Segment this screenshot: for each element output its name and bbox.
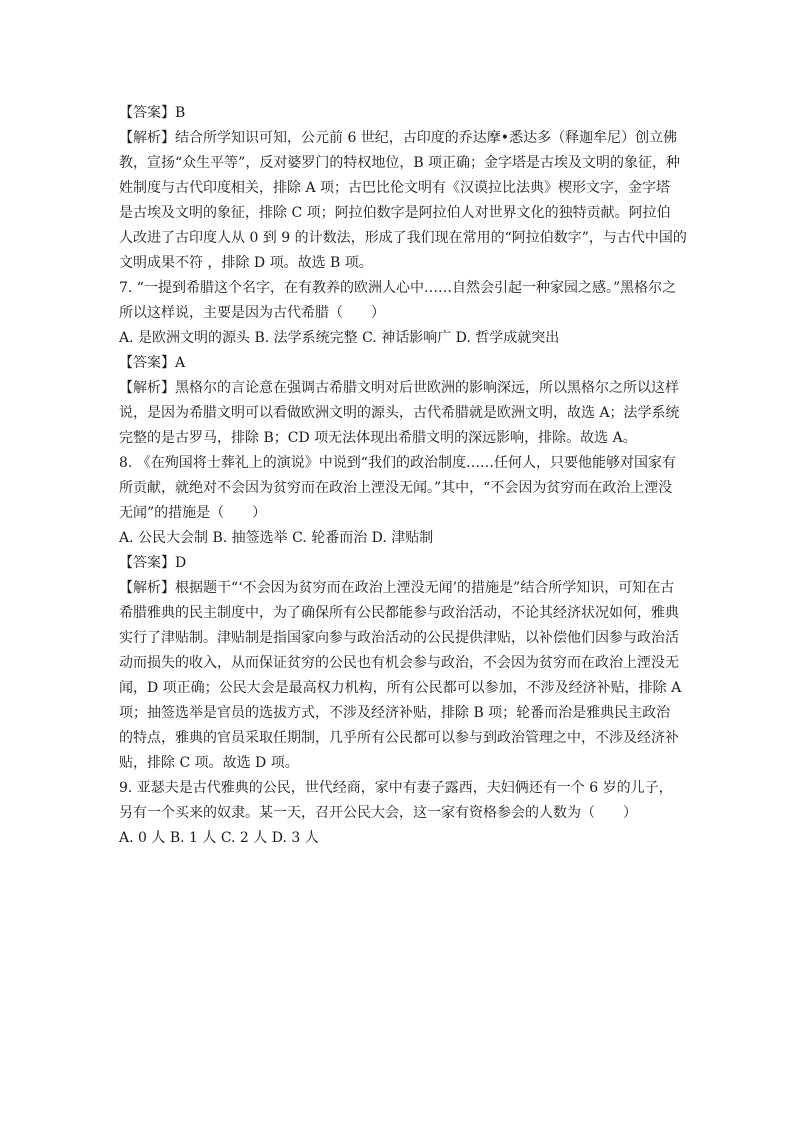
question-8-options: A. 公民大会制 B. 抽签选举 C. 轮番而治 D. 津贴制 xyxy=(119,530,434,546)
analysis-q8-line-6: 项；抽签选举是官员的选拔方式，不涉及经济补贴，排除 B 项；轮番而治是雅典民主政治 xyxy=(119,705,671,721)
analysis-q8-line-8: 贴，排除 C 项。故选 D 项。 xyxy=(119,755,299,771)
analysis-q8-line-1: 【解析】根据题干“‘不会因为贫穷而在政治上湮没无闻’的措施是”结合所学知识，可知在古 xyxy=(119,580,675,596)
analysis-q7-line-1: 【解析】黑格尔的言论意在强调古希腊文明对后世欧洲的影响深远，所以黑格尔之所以这样 xyxy=(119,380,679,396)
document-page xyxy=(119,101,687,851)
analysis-q7-line-3: 完整的是古罗马，排除 B；CD 项无法体现出希腊文明的深远影响，排除。故选 A。 xyxy=(119,430,637,446)
analysis-q6-line-2: 教，宣扬“众生平等”，反对婆罗门的特权地位，B 项正确；金字塔是古埃及文明的象征，种 xyxy=(119,155,681,171)
analysis-q8-line-5: 闻，D 项正确；公民大会是最高权力机构，所有公民都可以参加，不涉及经济补贴，排除 A xyxy=(119,680,682,696)
question-8-line-1: 8. 《在殉国将士葬礼上的演说》中说到“我们的政治制度……任何人，只要他能够对国家有 xyxy=(119,455,676,471)
analysis-q8-line-4: 动而损失的收入，从而保证贫穷的公民也有机会参与政治，不会因为贫穷而在政治上湮没无 xyxy=(119,655,679,671)
answer-label-q7: 【答案】A xyxy=(119,355,186,371)
answer-label-q8: 【答案】D xyxy=(119,555,187,571)
analysis-q7-line-2: 说，是因为希腊文明可以看做欧洲文明的源头，古代希腊就是欧洲文明，故选 A；法学系统 xyxy=(119,405,680,421)
question-9-line-1: 9. 亚瑟夫是古代雅典的公民，世代经商，家中有妻子露西，夫妇俩还有一个 6 岁的儿子， xyxy=(119,780,673,796)
question-9-options: A. 0 人 B. 1 人 C. 2 人 D. 3 人 xyxy=(119,830,319,846)
analysis-q8-line-2: 希腊雅典的民主制度中，为了确保所有公民都能参与政治活动，不论其经济状况如何，雅典 xyxy=(119,605,679,621)
analysis-q8-line-3: 实行了津贴制。津贴制是指国家向参与政治活动的公民提供津贴，以补偿他们因参与政治活 xyxy=(119,630,679,646)
analysis-q8-line-7: 的特点，雅典的官员采取任期制，几乎所有公民都可以参与到政治管理之中，不涉及经济补 xyxy=(119,730,679,746)
analysis-q6-line-6: 文明成果不符 ，排除 D 项。故选 B 项。 xyxy=(119,255,373,271)
question-8-line-2: 所贡献，就绝对不会因为贫穷而在政治上湮没无闻。”其中，“不会因为贫穷而在政治上湮没 xyxy=(119,480,673,496)
question-8-line-3: 无闻”的措施是（ ） xyxy=(119,505,267,521)
question-7-line-1: 7. “一提到希腊这个名字，在有教养的欧洲人心中……自然会引起一种家园之感。”黑格尔之 xyxy=(119,280,677,296)
question-7-line-2: 所以这样说，主要是因为古代希腊（ ） xyxy=(119,305,385,321)
question-7-options: A. 是欧洲文明的源头 B. 法学系统完整 C. 神话影响广 D. 哲学成就突出 xyxy=(119,330,560,346)
analysis-q6-line-5: 人改进了古印度人从 0 到 9 的计数法，形成了我们现在常用的“阿拉伯数字”，与古代中国的 xyxy=(119,230,687,246)
answer-label-q6: 【答案】B xyxy=(119,105,186,121)
analysis-q6-line-4: 是古埃及文明的象征，排除 C 项；阿拉伯数字是阿拉伯人对世界文化的独特贡献。阿拉伯 xyxy=(119,205,671,221)
analysis-q6-line-1: 【解析】结合所学知识可知，公元前 6 世纪，古印度的乔达摩•悉达多（释迦牟尼）创立佛 xyxy=(119,130,678,146)
analysis-q6-line-3: 姓制度与古代印度相关，排除 A 项；古巴比伦文明有《汉谟拉比法典》楔形文字，金字塔 xyxy=(119,180,671,196)
question-9-line-2: 另有一个买来的奴隶。某一天，召开公民大会，这一家有资格参会的人数为（ ） xyxy=(119,805,637,821)
